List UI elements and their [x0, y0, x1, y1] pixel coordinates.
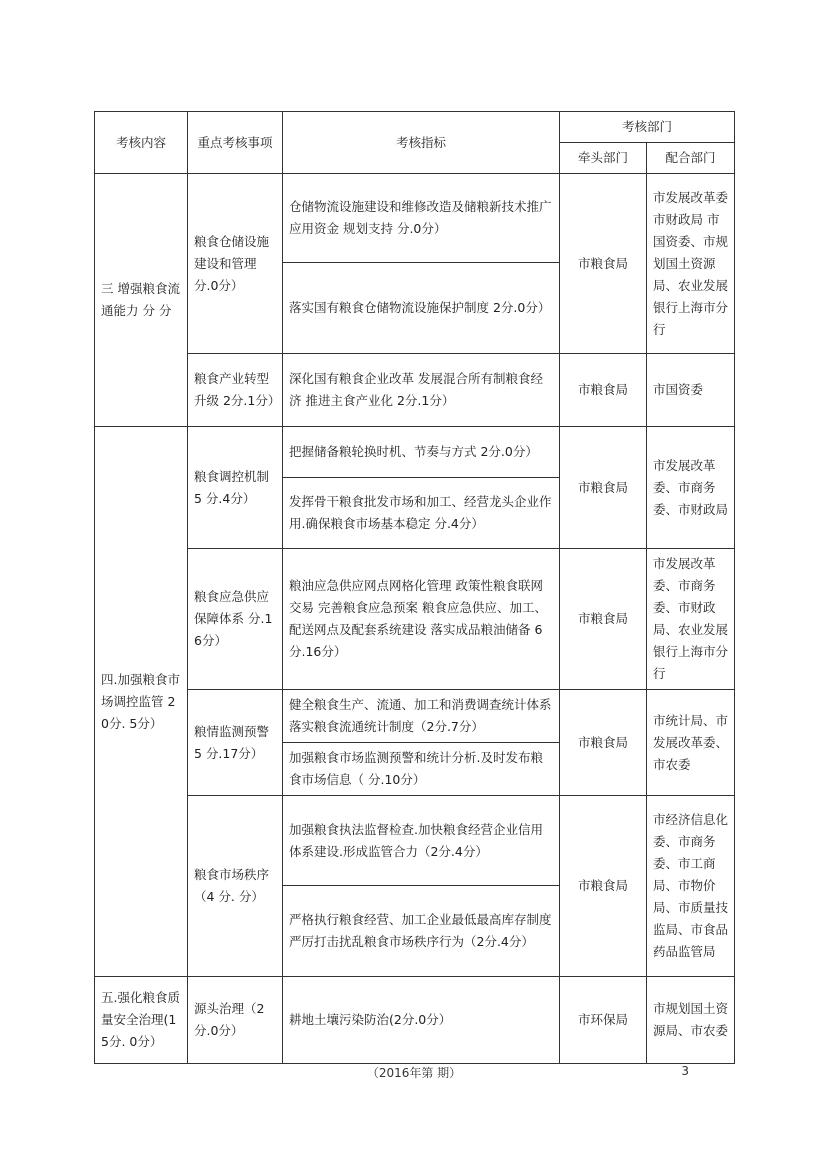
item-name: 粮食仓储设施建设和管理 分.0分） — [188, 174, 283, 354]
indicator: 仓储物流设施建设和维修改造及储粮新技术推广应用资金 规划支持 分.0分） — [283, 174, 560, 263]
coop-dept: 市发展改革委、市商务委、市财政局、农业发展银行上海市分行 — [647, 549, 735, 690]
indicator: 粮油应急供应网点网格化管理 政策性粮食联网交易 完善粮食应急预案 粮食应急供应、加工、配送网点及配套系统建设 落实成品粮油储备 6分.16分） — [283, 549, 560, 690]
indicator: 加强粮食执法监督检查.加快粮食经营企业信用体系建设.形成监管合力（2分.4分） — [283, 796, 560, 886]
header-coop: 配合部门 — [647, 143, 735, 174]
issue-label: （2016年第 期） — [366, 1066, 462, 1080]
indicator: 耕地土壤污染防治(2分.0分） — [283, 977, 560, 1064]
item-name: 粮食调控机制 5 分.4分） — [188, 427, 283, 549]
header-content: 考核内容 — [95, 112, 188, 174]
indicator: 把握储备粮轮换时机、节奏与方式 2分.0分） — [283, 427, 560, 478]
header-depts: 考核部门 — [560, 112, 735, 143]
item-name: 粮食应急供应保障体系 分.16分） — [188, 549, 283, 690]
indicator: 发挥骨干粮食批发市场和加工、经营龙头企业作用.确保粮食市场基本稳定 分.4分） — [283, 478, 560, 549]
page-number: 3 — [681, 1064, 689, 1078]
indicator: 落实国有粮食仓储物流设施保护制度 2分.0分） — [283, 263, 560, 354]
coop-dept: 市发展改革委、市商务委、市财政局 — [647, 427, 735, 549]
section-title: 五.强化粮食质量安全治理(15分. 0分） — [95, 977, 188, 1064]
coop-dept: 市统计局、市发展改革委、市农委 — [647, 690, 735, 796]
lead-dept: 市粮食局 — [560, 427, 647, 549]
coop-dept: 市经济信息化委、市商务委、市工商局、市物价局、市质量技监局、市食品药品监管局 — [647, 796, 735, 977]
lead-dept: 市粮食局 — [560, 354, 647, 427]
coop-dept: 市发展改革委 市财政局 市国资委、市规划国土资源局、农业发展银行上海市分行 — [647, 174, 735, 354]
item-name: 粮食产业转型升级 2分.1分） — [188, 354, 283, 427]
item-name: 粮食市场秩序（4 分. 分） — [188, 796, 283, 977]
lead-dept: 市粮食局 — [560, 174, 647, 354]
item-name: 源头治理（2分.0分） — [188, 977, 283, 1064]
lead-dept: 市粮食局 — [560, 690, 647, 796]
indicator: 健全粮食生产、流通、加工和消费调查统计体系 落实粮食流通统计制度（2分.7分） — [283, 690, 560, 743]
indicator: 加强粮食市场监测预警和统计分析.及时发布粮食市场信息（ 分.10分） — [283, 743, 560, 796]
lead-dept: 市环保局 — [560, 977, 647, 1064]
indicator: 深化国有粮食企业改革 发展混合所有制粮食经济 推进主食产业化 2分.1分） — [283, 354, 560, 427]
indicator: 严格执行粮食经营、加工企业最低最高库存制度 严厉打击扰乱粮食市场秩序行为（2分.4分） — [283, 886, 560, 977]
page-footer — [94, 1064, 734, 1084]
section-title: 四.加强粮食市场调控监管 20分. 5分） — [95, 427, 188, 977]
lead-dept: 市粮食局 — [560, 549, 647, 690]
section-title: 三 增强粮食流通能力 分 分 — [95, 174, 188, 427]
lead-dept: 市粮食局 — [560, 796, 647, 977]
assessment-table — [94, 111, 735, 1064]
coop-dept: 市国资委 — [647, 354, 735, 427]
header-items: 重点考核事项 — [188, 112, 283, 174]
coop-dept: 市规划国土资源局、市农委 — [647, 977, 735, 1064]
header-indicators: 考核指标 — [283, 112, 560, 174]
item-name: 粮情监测预警 5 分.17分） — [188, 690, 283, 796]
header-lead: 牵头部门 — [560, 143, 647, 174]
